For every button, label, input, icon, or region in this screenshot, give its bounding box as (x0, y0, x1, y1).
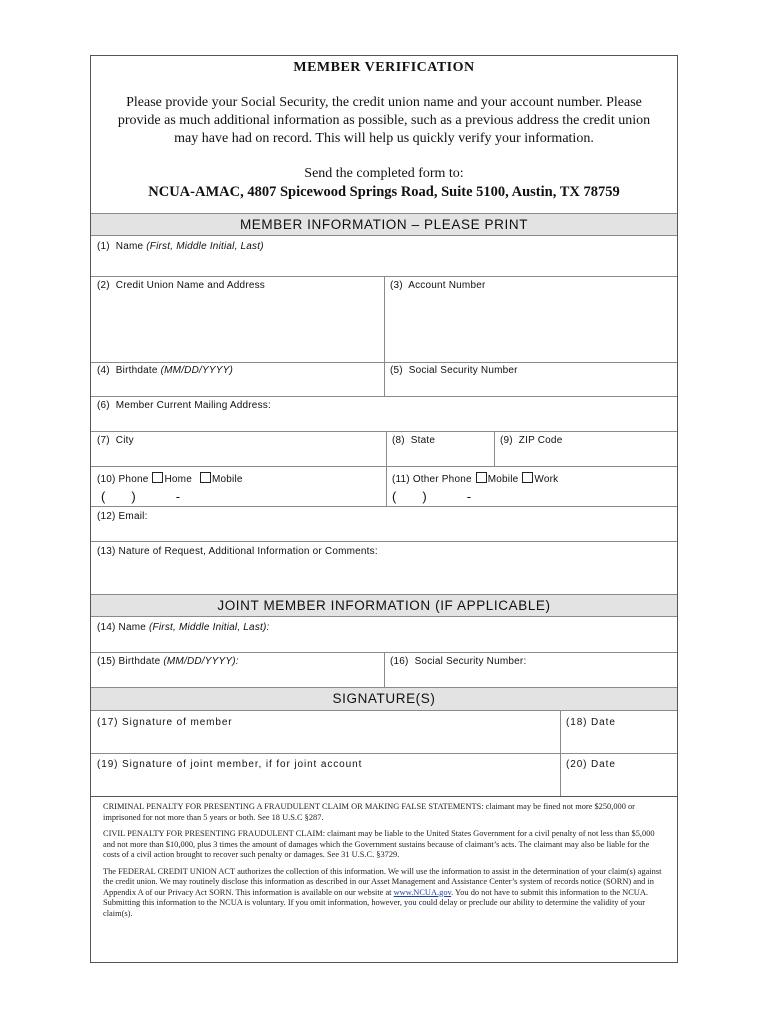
instructions-line-3: may have had on record. This will help us quickly verify your information. (174, 131, 594, 146)
column-divider (384, 652, 385, 687)
name-field[interactable] (97, 241, 264, 252)
civil-penalty-text: CIVIL PENALTY FOR PRESENTING FRAUDULENT CLAIM: claimant may be liable to the United States Government for a civil penalty of not less than $5,000 and not more than $10,000, plus 3 times the amount of damages which the Government sustains because of claimant’s acts. The claimant may also be liable for the costs of a civil action brought to recover such penalty or damages. See 31 U.S.C. §3729. (103, 829, 655, 859)
instructions-line-1: Please provide your Social Security, the credit union name and your account number. Please (126, 95, 642, 110)
joint-signature-date-field[interactable]: (20) Date (566, 759, 616, 770)
comments-field[interactable]: (13) Nature of Request, Additional Information or Comments: (97, 546, 378, 557)
privacy-text-start: The FEDERAL CREDIT UNION ACT authorizes the collection of this information. We will use the information to assist in the determination of your claim(s) against the credit union. We may routinely disclose this information as described in our Asset Management and Assistance Center’s system of records notice (SORN) and in Appendix A of our Privacy Act SORN. This information is available on our website at (103, 866, 662, 897)
send-to-label: Send the completed form to: (304, 166, 464, 181)
field-number: (9) (500, 435, 513, 446)
joint-name-field[interactable] (97, 622, 270, 633)
section-joint-member-information: JOINT MEMBER INFORMATION (IF APPLICABLE) (91, 594, 677, 617)
column-divider (386, 431, 387, 466)
section-signatures: SIGNATURE(S) (91, 687, 677, 711)
field-label: (10) Phone (97, 474, 149, 485)
ncua-website-link[interactable]: www.NCUA.gov (393, 887, 452, 897)
criminal-penalty-text: CRIMINAL PENALTY FOR PRESENTING A FRAUDULENT CLAIM OR MAKING FALSE STATEMENTS: claimant may be fined not more $250,000 or imprisoned for not more than 5 years or both. See 18 U.S.C §287. (103, 802, 635, 822)
legal-notice (91, 796, 677, 964)
divider (91, 541, 677, 542)
privacy-act-text (103, 867, 665, 920)
section-member-information: MEMBER INFORMATION – PLEASE PRINT (91, 213, 677, 236)
member-verification-form (90, 55, 678, 963)
field-label: Social Security Number: (414, 656, 527, 667)
email-field[interactable]: (12) Email: (97, 511, 148, 522)
form-instructions (91, 94, 677, 148)
field-label: Credit Union Name and Address (115, 280, 266, 291)
field-number: (2) (97, 280, 110, 291)
field-label: (15) Birthdate (97, 656, 161, 667)
field-label: State (410, 435, 436, 446)
field-hint: (First, Middle Initial, Last) (146, 241, 264, 252)
field-label: ZIP Code (518, 435, 563, 446)
area-code-close: ) (422, 489, 427, 504)
field-number: (8) (392, 435, 405, 446)
divider (91, 753, 677, 754)
checkbox-label: Mobile (211, 474, 243, 485)
divider (91, 431, 677, 432)
field-hint: (First, Middle Initial, Last): (149, 622, 270, 633)
column-divider (386, 466, 387, 506)
area-code-open: ( (392, 489, 397, 504)
other-phone-field[interactable] (392, 472, 558, 485)
member-signature-date-field[interactable]: (18) Date (566, 717, 616, 728)
work-checkbox[interactable] (522, 472, 533, 483)
mobile-checkbox[interactable] (200, 472, 211, 483)
field-hint: (MM/DD/YYYY): (163, 656, 239, 667)
field-label: Member Current Mailing Address: (115, 400, 271, 411)
field-number: (7) (97, 435, 110, 446)
phone-dash: - (175, 489, 181, 504)
joint-birthdate-field[interactable] (97, 656, 239, 667)
account-number-field[interactable] (390, 280, 486, 291)
mailing-address-field[interactable] (97, 400, 271, 411)
field-label: Birthdate (115, 365, 158, 376)
city-field[interactable] (97, 435, 134, 446)
field-label: Account Number (408, 280, 486, 291)
field-number: (4) (97, 365, 110, 376)
divider (91, 506, 677, 507)
phone-number-blank[interactable] (101, 489, 180, 504)
birthdate-field[interactable] (97, 365, 233, 376)
mailing-address: NCUA-AMAC, 4807 Spicewood Springs Road, Suite 5100, Austin, TX 78759 (148, 184, 620, 200)
field-number: (16) (390, 656, 409, 667)
ssn-field[interactable] (390, 365, 518, 376)
field-number: (5) (390, 365, 403, 376)
area-code-open: ( (101, 489, 106, 504)
joint-signature-field[interactable]: (19) Signature of joint member, if for joint account (97, 759, 363, 770)
credit-union-name-field[interactable] (97, 280, 265, 291)
field-number: (6) (97, 400, 110, 411)
field-label: City (115, 435, 134, 446)
other-phone-number-blank[interactable] (392, 489, 471, 504)
joint-ssn-field[interactable] (390, 656, 526, 667)
state-field[interactable] (392, 435, 435, 446)
field-label: (11) Other Phone (392, 474, 472, 485)
home-checkbox[interactable] (152, 472, 163, 483)
instructions-line-2: provide as much additional information as possible, such as a previous address the credit union (117, 113, 651, 128)
column-divider (494, 431, 495, 466)
divider (91, 466, 677, 467)
field-hint: (MM/DD/YYYY) (160, 365, 234, 376)
phone-field[interactable] (97, 472, 243, 485)
privacy-text-end: . You do not have to submit this information to the NCUA. Submitting this information to the NCUA is voluntary. If you omit information, however, you could delay or preclude our ability to determine the validity of your claim(s). (103, 887, 648, 918)
checkbox-label: Home (164, 474, 192, 485)
field-label: (14) Name (97, 622, 147, 633)
phone-dash: - (466, 489, 472, 504)
field-number: (3) (390, 280, 403, 291)
checkbox-label: Work (534, 474, 559, 485)
field-label: Social Security Number (408, 365, 518, 376)
field-number: (1) (97, 241, 110, 252)
column-divider (384, 276, 385, 396)
checkbox-label: Mobile (487, 474, 519, 485)
zip-code-field[interactable] (500, 435, 562, 446)
field-label: Name (115, 241, 144, 252)
divider (91, 362, 677, 363)
area-code-close: ) (131, 489, 136, 504)
mobile-checkbox[interactable] (476, 472, 487, 483)
member-signature-field[interactable]: (17) Signature of member (97, 717, 233, 728)
form-title: MEMBER VERIFICATION (293, 60, 475, 75)
divider (91, 396, 677, 397)
